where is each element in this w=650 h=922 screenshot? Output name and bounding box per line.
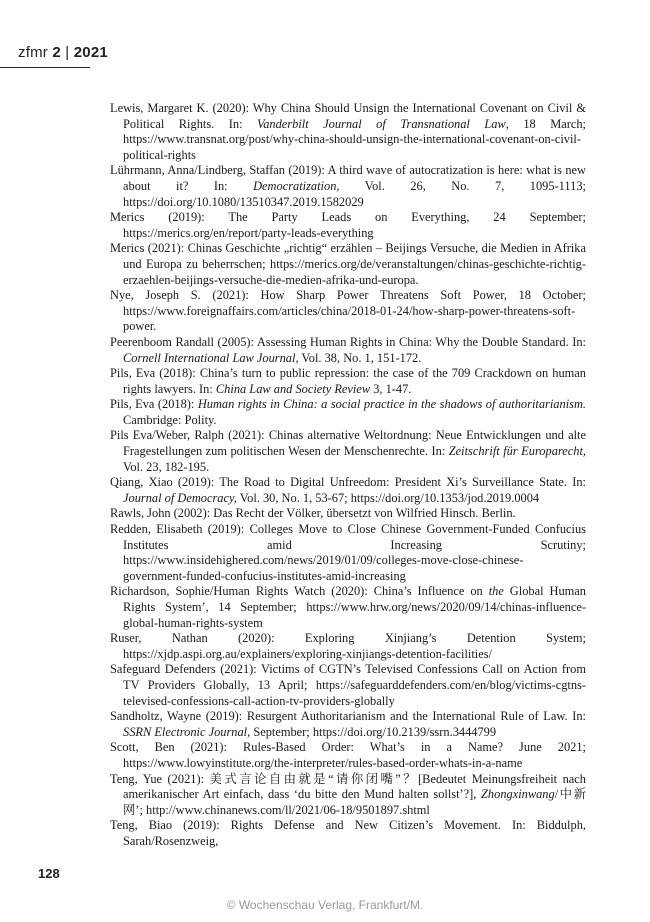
reference-title: Cornell International Law Journal (123, 350, 296, 365)
reference-text: Pils, Eva (2018): China’s turn to public repression: the case of the 709 Crackdown on human rights lawyers. In: (110, 366, 586, 396)
reference-text: Pils, Eva (2018): (110, 397, 198, 412)
reference-title: SSRN Electronic Journal, (123, 724, 251, 739)
header-rule (0, 67, 90, 68)
reference-title: Journal of Democracy, (123, 490, 237, 505)
reference-entry (110, 366, 586, 397)
reference-text: Merics (2021): Chinas Geschichte „richtig“ erzählen – Beijings Versuche, die Medien in Afrika und Europa zu beherrschen; https://merics.org/de/veranstaltungen/chinas-geschichte-richtig-erzaehlen-beijings-versuche-die-medien-afrika-und-europa. (110, 241, 586, 287)
reference-entry (110, 772, 586, 819)
reference-text: Nye, Joseph S. (2021): How Sharp Power Threatens Soft Power, 18 October; https://www.foreignaffairs.com/articles/china/2018-01-24/how-sharp-power-threatens-soft-power. (110, 288, 586, 334)
reference-entry (110, 506, 586, 522)
reference-text: Rawls, John (2002): Das Recht der Völker, übersetzt von Wilfried Hinsch. Berlin. (110, 506, 516, 521)
reference-entry (110, 662, 586, 709)
reference-entry (110, 101, 586, 163)
reference-text: Safeguard Defenders (2021): Victims of CGTN’s Televised Confessions Call on Action from TV Providers Globally, 13 April; https://safeguarddefenders.com/en/blog/victims-cgtns-televised-confessions-call-action-tv-providers-globally (110, 662, 586, 708)
header-separator: | (65, 44, 70, 61)
publisher-footer: © Wochenschau Verlag, Frankfurt/M. (226, 898, 424, 912)
journal-header (18, 44, 108, 61)
reference-entry (110, 428, 586, 475)
reference-text: Global Human Rights System’, 14 September; https://www.hrw.org/news/2020/09/14/chinas-influence-global-human-rights-system (123, 584, 586, 630)
reference-text: Lührmann, Anna/Lindberg, Staffan (2019): A third wave of autocratization is here: what is new about it? In: (110, 163, 586, 193)
reference-text: Peerenboom Randall (2005): Assessing Human Rights in China: Why the Double Standard. In: (110, 334, 586, 349)
page-number: 128 (38, 866, 60, 881)
reference-entry (110, 631, 586, 662)
reference-entry (110, 709, 586, 740)
reference-title: Zeitschrift für Europarecht, (448, 444, 586, 459)
reference-entry (110, 397, 586, 428)
reference-text: Teng, Yue (2021): 美式言论自由就是“请你闭嘴”？[Bedeutet Meinungsfreiheit nach amerikanischer Art einfach, dass ‘du bitte den Mund halten sollst’?], (110, 771, 586, 802)
issue-year: 2021 (73, 44, 108, 61)
reference-list (110, 101, 586, 850)
reference-text: Ruser, Nathan (2020): Exploring Xinjiang’s Detention System; https://xjdp.aspi.org.au/explainers/exploring-xinjiangs-detention-facilities/ (110, 631, 586, 661)
reference-text: Lewis, Margaret K. (2020): Why China Should Unsign the International Covenant on Civil & Political Rights. In: (110, 101, 586, 131)
reference-text: Qiang, Xiao (2019): The Road to Digital Unfreedom: President Xi’s Surveillance State. In: (110, 475, 586, 490)
reference-entry (110, 584, 586, 631)
reference-title: Democratization (253, 178, 337, 193)
reference-text: September; https://doi.org/10.2139/ssrn.3444799 (250, 724, 497, 739)
reference-title: the (488, 584, 504, 599)
reference-text: Vol. 23, 182-195. (123, 459, 210, 474)
reference-text: Cambridge: Polity. (123, 412, 217, 427)
reference-entry (110, 335, 586, 366)
reference-text: Richardson, Sophie/Human Rights Watch (2020): China’s Influence on (110, 584, 489, 599)
reference-entry (110, 522, 586, 584)
reference-entry (110, 210, 586, 241)
reference-text: Teng, Biao (2019): Rights Defense and New Citizen’s Movement. In: Biddulph, Sarah/Rosenzweig, (110, 818, 586, 848)
reference-title: Vanderbilt Journal of Transnational Law (257, 116, 506, 131)
journal-name: zfmr (18, 44, 48, 61)
reference-text: Pils Eva/Weber, Ralph (2021): Chinas alternative Weltordnung: Neue Entwicklungen und alte Fragestellungen zum politischen Wesen der Menschenrechte. In: (110, 428, 586, 459)
reference-text: , 18 March; https://www.transnat.org/post/why-china-should-unsign-the-international-covenant-on-civil-political-rights (123, 116, 586, 162)
reference-entry (110, 163, 586, 210)
reference-title: Human rights in China: a social practice in the shadows of authoritarianism. (197, 397, 586, 412)
reference-text: /中新网’; http://www.chinanews.com/ll/2021/06-18/9501897.shtml (123, 787, 586, 817)
reference-entry (110, 288, 586, 335)
reference-text: Merics (2019): The Party Leads on Everything, 24 September; https://merics.org/en/report/party-leads-everything (110, 210, 586, 240)
reference-text: Scott, Ben (2021): Rules-Based Order: What’s in a Name? June 2021; https://www.lowyinstitute.org/the-interpreter/rules-based-order-whats-in-a-name (110, 740, 586, 770)
reference-text: Vol. 30, No. 1, 53-67; https://doi.org/10.1353/jod.2019.0004 (236, 490, 540, 505)
reference-text: Redden, Elisabeth (2019): Colleges Move to Close Chinese Government-Funded Confucius Institutes amid Increasing Scrutiny; https://www.insidehighered.com/news/2019/01/09/colleges-move-close-chinese-government-funded-confucius-institutes-amid-increasing (110, 522, 586, 583)
reference-text: 3, 1-47. (370, 381, 412, 396)
reference-text: , Vol. 38, No. 1, 151-172. (295, 350, 422, 365)
issue-number: 2 (52, 44, 61, 61)
reference-title: Zhongxinwang (481, 787, 555, 802)
reference-title: China Law and Society Review (215, 381, 371, 396)
reference-text: , Vol. 26, No. 7, 1095-1113; https://doi.org/10.1080/13510347.2019.1582029 (123, 178, 586, 209)
reference-text: Sandholtz, Wayne (2019): Resurgent Authoritarianism and the International Rule of Law. In: (110, 709, 586, 724)
reference-entry (110, 241, 586, 288)
reference-entry (110, 475, 586, 506)
reference-entry (110, 740, 586, 771)
reference-entry (110, 818, 586, 849)
